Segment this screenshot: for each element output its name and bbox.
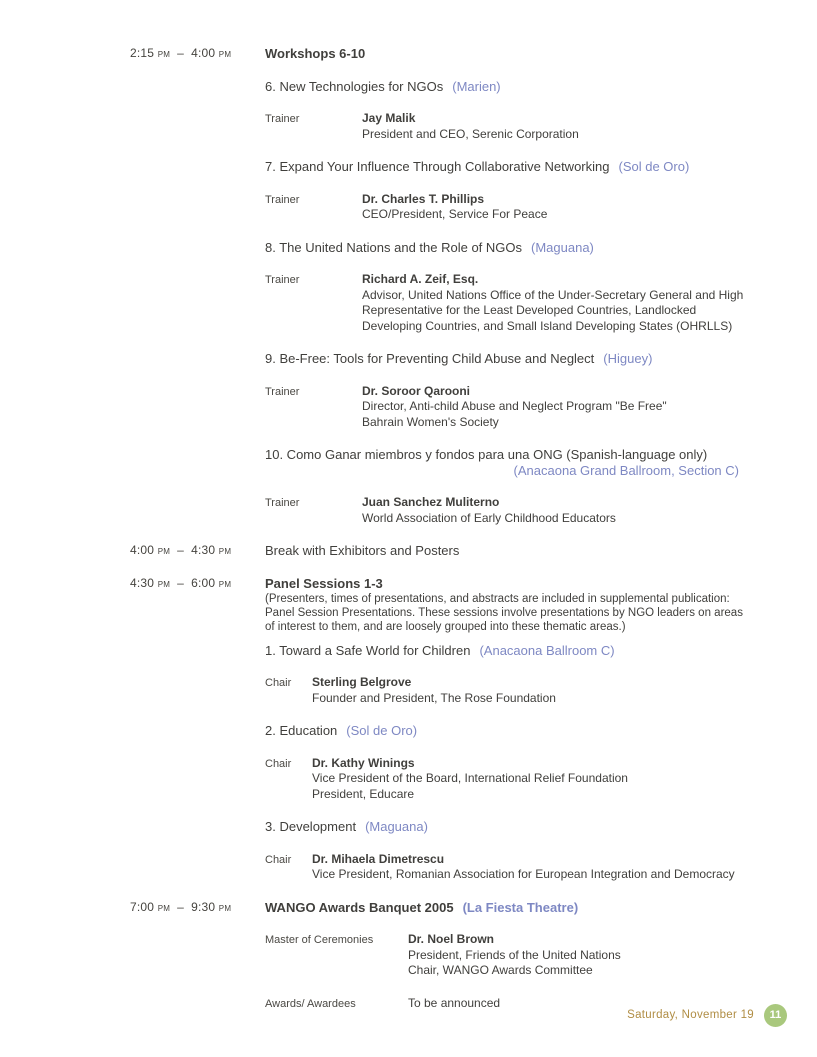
person-detail-line: Chair, WANGO Awards Committee xyxy=(408,963,593,977)
workshop-title-text: 10. Como Ganar miembros y fondos para una ONG (Spanish-language only) xyxy=(265,447,708,462)
room-name: (Anacaona Ballroom C) xyxy=(479,642,615,658)
room-name: (Sol de Oro) xyxy=(618,159,690,174)
person-name: Juan Sanchez Muliterno xyxy=(362,495,500,509)
workshop-8-trainer xyxy=(265,272,777,334)
workshop-9-trainer xyxy=(265,384,777,431)
room-name: (Anacaona Grand Ballroom, Section C) xyxy=(513,462,739,478)
panel-3-chair xyxy=(265,852,777,883)
role-label: Chair xyxy=(265,757,292,770)
person-details xyxy=(362,384,667,431)
person-detail-line: Vice President, Romanian Association for European Integration and Democracy xyxy=(312,867,735,881)
panels-content xyxy=(265,576,777,883)
person-details xyxy=(362,111,579,142)
footer-date: Saturday, November 19 xyxy=(627,1009,754,1021)
person-detail-line: Representative for the Least Developed Countries, Landlocked xyxy=(362,303,697,317)
person-details xyxy=(312,756,628,803)
person-detail-line: Director, Anti-child Abuse and Neglect Program "Be Free" xyxy=(362,399,667,413)
person-details xyxy=(362,495,616,526)
role-label: Master of Ceremonies xyxy=(265,934,374,946)
workshop-7-title xyxy=(265,159,777,175)
workshops-content xyxy=(265,46,777,526)
role-label: Trainer xyxy=(265,113,300,125)
schedule-row-panels xyxy=(130,576,817,883)
panel-title-text: 1. Toward a Safe World for Children xyxy=(265,642,471,658)
person-detail-line: President, Educare xyxy=(312,786,415,801)
section-title-panels: Panel Sessions 1-3 xyxy=(265,575,383,591)
person-detail-line: President, Friends of the United Nations xyxy=(408,947,621,962)
person-detail-line: Bahrain Women's Society xyxy=(362,414,499,429)
person-detail-line: Vice President of the Board, International Relief Foundation xyxy=(312,771,628,785)
workshop-9-title xyxy=(265,351,777,367)
person-detail-line: CEO/President, Service For Peace xyxy=(362,207,548,221)
page-footer xyxy=(627,1003,787,1027)
person-details xyxy=(362,192,547,223)
role-label: Trainer xyxy=(265,385,300,398)
room-name: (Marien) xyxy=(452,78,501,94)
workshop-title-text: 6. New Technologies for NGOs xyxy=(265,78,444,94)
workshop-title-text: 8. The United Nations and the Role of NGOs xyxy=(265,239,523,255)
time-range: 4:00 pm – 4:30 pm xyxy=(130,543,232,557)
time-range: 4:30 pm – 6:00 pm xyxy=(130,575,232,590)
section-title-banquet xyxy=(265,900,777,916)
banquet-title-text: WANGO Awards Banquet 2005 xyxy=(265,899,454,915)
role-label: Trainer xyxy=(265,497,300,509)
note-line: Panel Session Presentations. These sessions involve presentations by NGO leaders on areas xyxy=(265,606,743,619)
schedule-row-break xyxy=(130,543,817,559)
person-name: Dr. Kathy Winings xyxy=(312,755,415,770)
person-detail-line: Advisor, United Nations Office of the Under-Secretary General and High xyxy=(362,287,744,302)
room-name: (La Fiesta Theatre) xyxy=(462,899,579,915)
note-line: (Presenters, times of presentations, and abstracts are included in supplemental publication: xyxy=(265,592,730,605)
person-name: Sterling Belgrove xyxy=(312,675,412,689)
room-name: (Higuey) xyxy=(603,351,653,366)
role-label: Trainer xyxy=(265,274,300,286)
person-detail-line: World Association of Early Childhood Educators xyxy=(362,510,616,525)
time-range: 2:15 pm – 4:00 pm xyxy=(130,46,232,60)
awards-value: To be announced xyxy=(408,995,501,1010)
role-label: Awards/ Awardees xyxy=(265,997,356,1010)
person-detail-line: President and CEO, Serenic Corporation xyxy=(362,126,579,141)
room-name: (Sol de Oro) xyxy=(346,723,418,738)
panel-1-title xyxy=(265,643,777,659)
person-details xyxy=(312,675,556,706)
panel-3-title xyxy=(265,819,777,835)
workshop-title-text: 9. Be-Free: Tools for Preventing Child Abuse and Neglect xyxy=(265,351,595,366)
workshop-6-title xyxy=(265,79,777,95)
workshop-title-text: 7. Expand Your Influence Through Collaborative Networking xyxy=(265,159,610,174)
schedule-row-workshops xyxy=(130,46,817,526)
panels-note xyxy=(265,592,777,634)
panel-2-title xyxy=(265,723,777,739)
person-name: Dr. Mihaela Dimetrescu xyxy=(312,851,445,866)
room-line xyxy=(265,463,739,479)
panel-title-text: 2. Education xyxy=(265,723,338,738)
section-title-break: Break with Exhibitors and Posters xyxy=(265,543,460,558)
person-name: Dr. Noel Brown xyxy=(408,932,495,946)
person-details xyxy=(408,996,500,1012)
panel-1-chair xyxy=(265,675,777,706)
banquet-content xyxy=(265,900,777,1012)
person-name: Dr. Charles T. Phillips xyxy=(362,191,485,206)
role-label: Chair xyxy=(265,853,292,866)
person-name: Jay Malik xyxy=(362,111,416,125)
person-details xyxy=(312,852,735,883)
person-name: Dr. Soroor Qarooni xyxy=(362,383,471,398)
note-line: of interest to them, and are loosely grouped into these thematic areas.) xyxy=(265,620,626,633)
workshop-7-trainer xyxy=(265,192,777,223)
workshop-6-trainer xyxy=(265,111,777,142)
banquet-moc xyxy=(265,932,777,979)
room-name: (Maguana) xyxy=(531,239,594,255)
person-name: Richard A. Zeif, Esq. xyxy=(362,272,479,286)
person-details xyxy=(362,272,743,334)
page-number-badge: 11 xyxy=(764,1004,787,1027)
panel-title-text: 3. Development xyxy=(265,819,357,834)
break-content xyxy=(265,543,777,559)
workshop-8-title xyxy=(265,240,777,256)
time-range: 7:00 pm – 9:30 pm xyxy=(130,899,232,914)
person-detail-line: Founder and President, The Rose Foundation xyxy=(312,690,556,705)
workshop-10-trainer xyxy=(265,495,777,526)
panel-2-chair xyxy=(265,756,777,803)
role-label: Chair xyxy=(265,677,292,689)
workshop-10-title xyxy=(265,447,739,478)
section-title-workshops: Workshops 6-10 xyxy=(265,46,366,61)
schedule-row-banquet xyxy=(130,900,817,1012)
role-label: Trainer xyxy=(265,193,300,206)
person-detail-line: Developing Countries, and Small Island Developing States (OHRLLS) xyxy=(362,318,733,333)
person-details xyxy=(408,932,621,979)
room-name: (Maguana) xyxy=(365,819,428,834)
